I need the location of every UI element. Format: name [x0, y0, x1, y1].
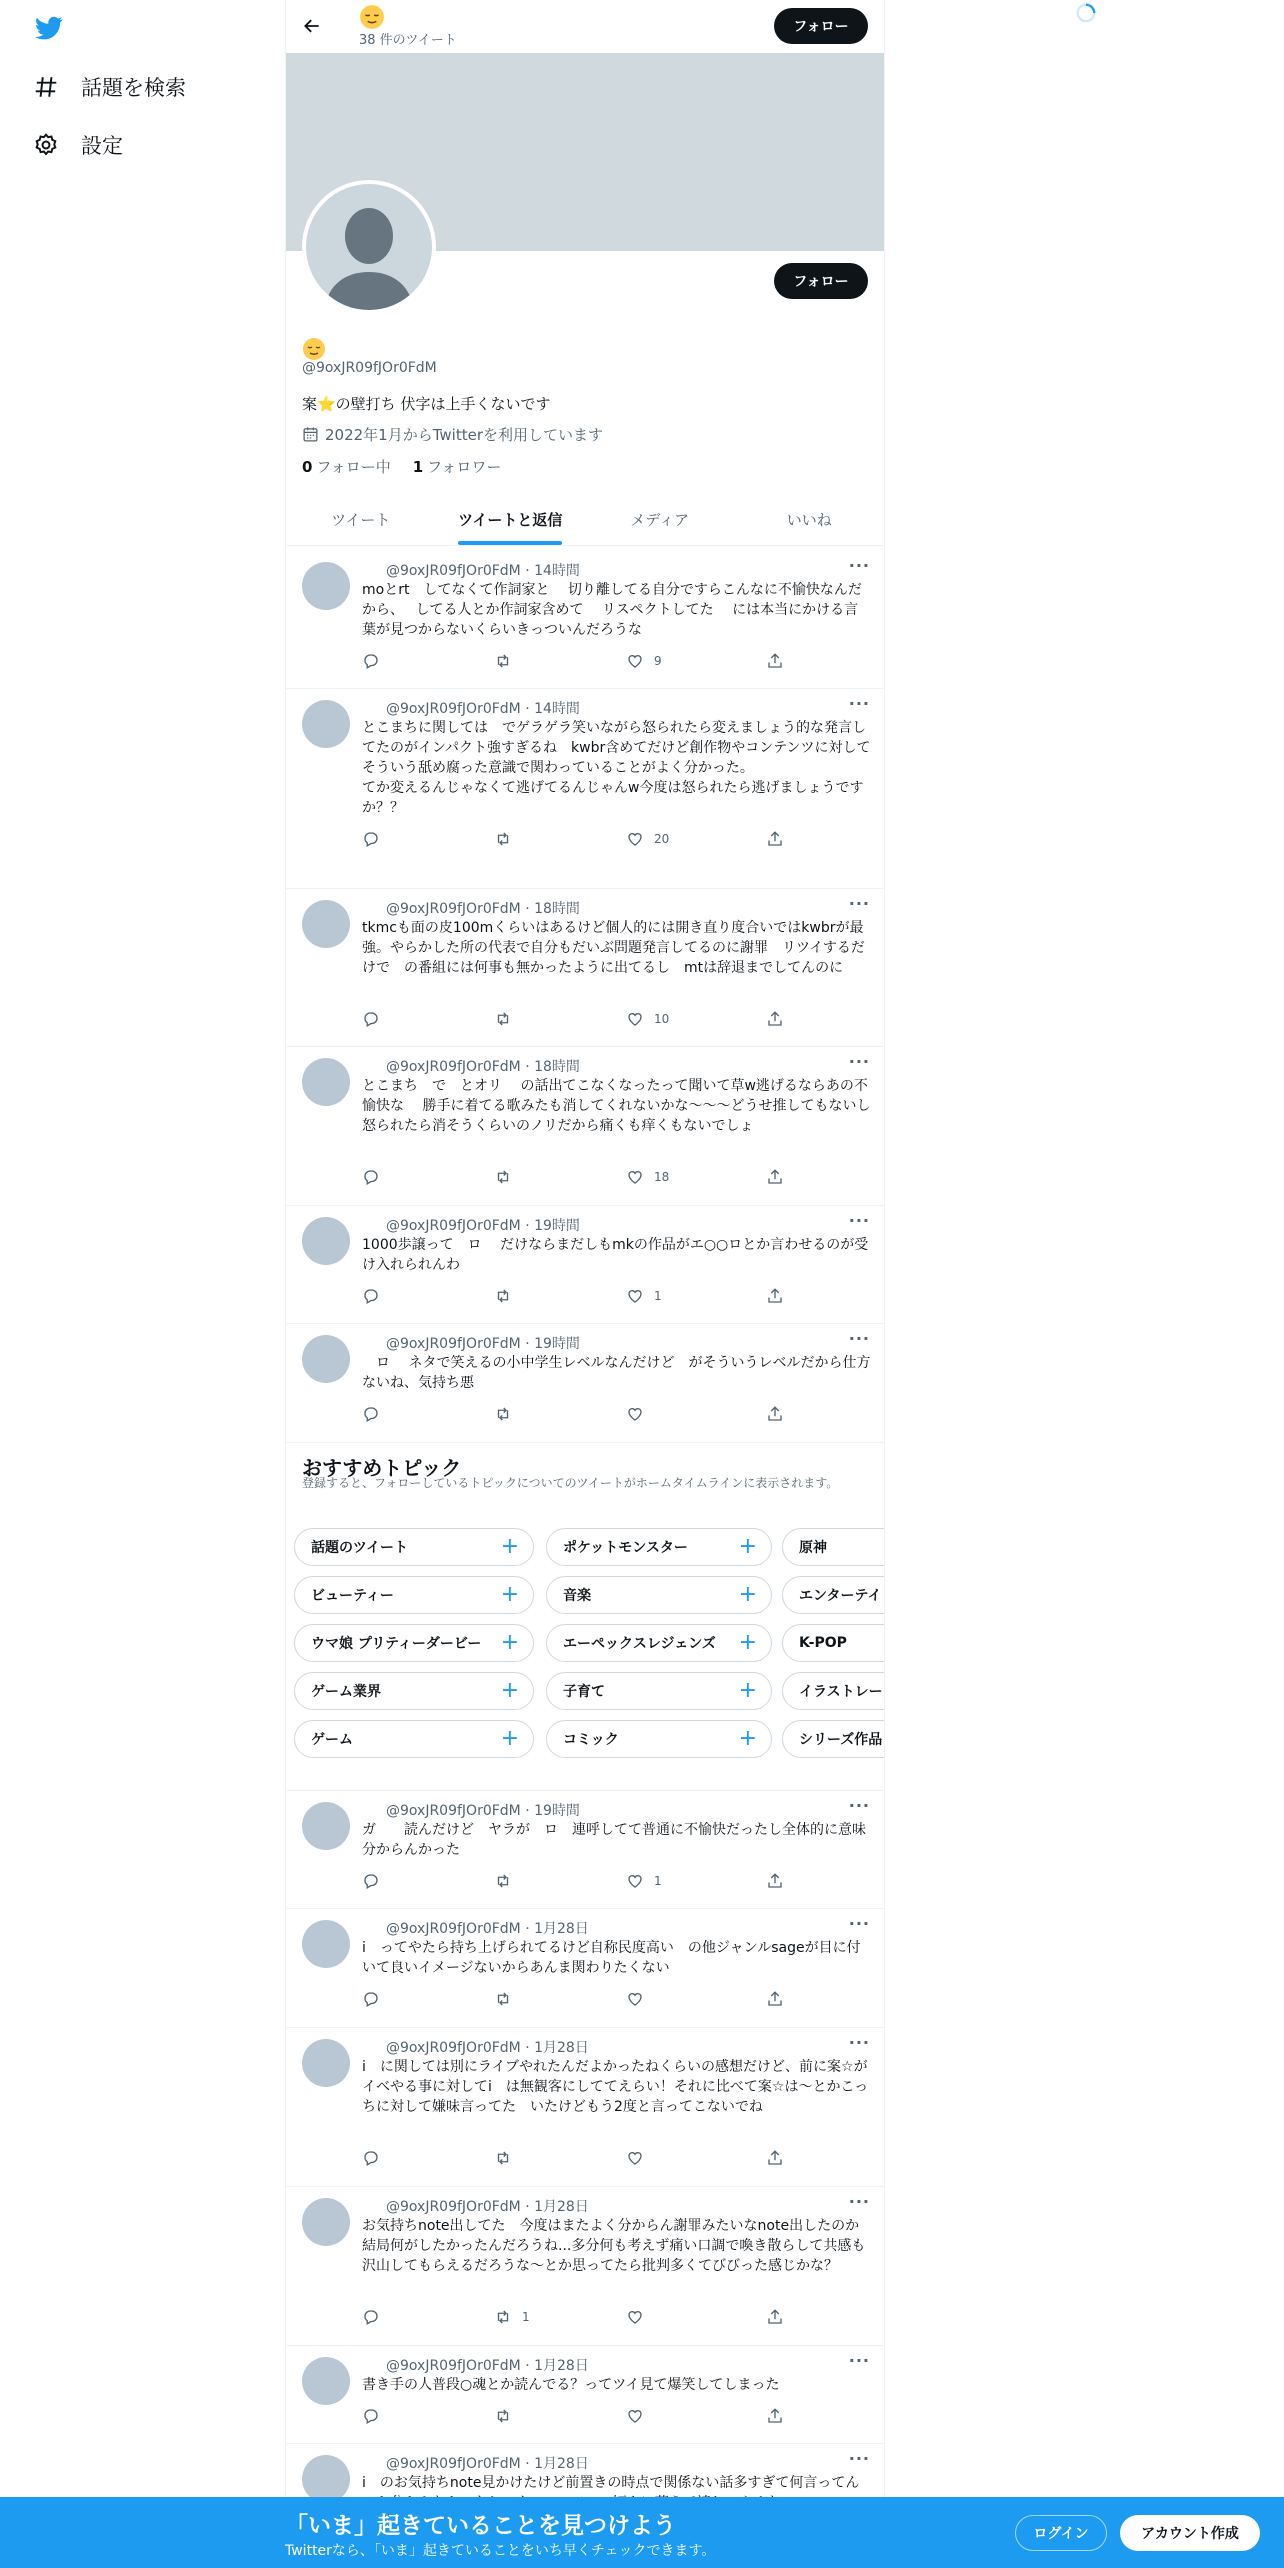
avatar[interactable]: [302, 2198, 350, 2246]
avatar[interactable]: [302, 2455, 350, 2503]
reply-button[interactable]: [362, 2149, 380, 2167]
tweet-text: ガ 読んだけど ヤラが ロ 連呼してて普通に不愉快だったし全体的に意味分からんかった: [362, 1822, 866, 1858]
more-options-icon[interactable]: ···: [848, 1914, 870, 1933]
reply-icon: [362, 2407, 380, 2425]
reply-icon: [362, 830, 380, 848]
avatar[interactable]: [302, 2357, 350, 2405]
retweet-icon: [494, 1287, 512, 1305]
joined-date: 2022年1月からTwitterを利用しています: [325, 426, 603, 444]
plus-icon[interactable]: +: [738, 1534, 757, 1559]
like-count: 20: [654, 832, 670, 846]
relieved-face-emoji-icon: [302, 337, 326, 361]
share-icon: [766, 1872, 784, 1890]
like-button[interactable]: [626, 1287, 662, 1305]
tweet-text: i のお気持ちnote見かけたけど前置きの時点で関係ない話多すぎて何言ってん: [362, 2475, 860, 2491]
tweet[interactable]: [286, 1790, 884, 1909]
avatar[interactable]: [302, 2039, 350, 2087]
like-button[interactable]: [626, 2308, 654, 2326]
sidebar-item-settings[interactable]: [33, 130, 123, 160]
tweet-actions: [362, 1990, 792, 2012]
tweet-meta: @9oxJR09fJOr0FdM · 19時間: [386, 1336, 580, 1352]
like-button[interactable]: [626, 2149, 654, 2167]
tweet[interactable]: [286, 688, 884, 889]
topic-chip[interactable]: [294, 1672, 534, 1710]
topic-label: コミック: [563, 1732, 619, 1748]
like-count: 10: [654, 1012, 670, 1026]
topic-chip[interactable]: [294, 1720, 534, 1758]
plus-icon[interactable]: +: [738, 1630, 757, 1655]
tweet[interactable]: [286, 2345, 884, 2444]
retweet-icon: [494, 1990, 512, 2008]
more-options-icon[interactable]: ···: [848, 1211, 870, 1230]
share-icon: [766, 2407, 784, 2425]
reply-icon: [362, 2149, 380, 2167]
like-count: 1: [654, 1289, 662, 1303]
topics-subtitle: 登録すると、フォローしているトピックについてのツイートがホームタイムラインに表示されます。: [302, 1476, 839, 1490]
plus-icon[interactable]: +: [500, 1534, 519, 1559]
like-count: 1: [654, 1874, 662, 1888]
arrow-left-icon: [302, 16, 322, 36]
share-button[interactable]: [766, 1287, 784, 1305]
avatar[interactable]: [302, 1802, 350, 1850]
topic-chip[interactable]: [782, 1672, 884, 1710]
like-button[interactable]: [626, 652, 662, 670]
reply-icon: [362, 1168, 380, 1186]
topic-label: 音楽: [563, 1588, 591, 1604]
topic-chip[interactable]: [294, 1576, 534, 1614]
more-options-icon[interactable]: ···: [848, 1052, 870, 1071]
like-button[interactable]: [626, 1010, 669, 1028]
topic-chip[interactable]: [294, 1624, 534, 1662]
retweet-button[interactable]: [494, 1010, 522, 1028]
banner-subtitle: Twitterなら、「いま」起きていることをいち早くチェックできます。: [285, 2543, 716, 2559]
reply-icon: [362, 1010, 380, 1028]
heart-icon: [626, 2407, 644, 2425]
topic-label: シリーズ作品: [799, 1732, 883, 1748]
avatar[interactable]: [302, 1335, 350, 1383]
more-options-icon[interactable]: ···: [848, 894, 870, 913]
share-icon: [766, 1287, 784, 1305]
like-button[interactable]: [626, 2407, 654, 2425]
topic-label: ゲーム: [311, 1732, 353, 1748]
tweet-actions: [362, 2149, 792, 2171]
tweet-text: tkmcも面の皮100mくらいはあるけど個人的には開き直り度合いではkwbrが最強。やらかした所の代表で自分もだいぶ問題発言してるのに謝罪 リツイするだけで の番組には何事も無かったように出てるし mtは辞退までしてんのに: [362, 920, 865, 976]
left-sidebar: [0, 0, 285, 2568]
tweet[interactable]: [286, 1046, 884, 1206]
profile-bio: 案⭐の壁打ち 伏字は上手くないです: [302, 395, 551, 413]
relieved-face-emoji-icon: [359, 4, 385, 30]
sidebar-item-label: 設定: [81, 134, 123, 158]
share-button[interactable]: [766, 652, 784, 670]
tweet-actions: [362, 2407, 792, 2429]
profile-joined: [302, 424, 603, 445]
login-button[interactable]: ログイン: [1015, 2515, 1107, 2551]
retweet-icon: [494, 2407, 512, 2425]
reply-icon: [362, 2308, 380, 2326]
tweet-text: i ってやたら持ち上げられてるけど自称民度高い の他ジャンルsageが目に付いて良いイメージないからあんま関わりたくない: [362, 1940, 861, 1976]
tweet-text: お気持ちnote出してた 今度はまたよく分からん謝罪みたいなnote出したのか 結局何がしたかったんだろうね...多分何も考えず痛い口調で喚き散らして共感も沢山してもらえるだろうな〜とか思ってたら批判多くてびびった感じかな？: [362, 2218, 874, 2274]
reply-button[interactable]: [362, 1168, 380, 1186]
tweet[interactable]: [286, 1323, 884, 1443]
retweet-icon: [494, 1168, 512, 1186]
retweet-icon: [494, 2149, 512, 2167]
profile-header: [286, 0, 884, 53]
profile-avatar[interactable]: [302, 180, 436, 314]
heart-icon: [626, 1872, 644, 1890]
retweet-icon: [494, 1010, 512, 1028]
retweet-button[interactable]: [494, 652, 522, 670]
retweet-button[interactable]: [494, 1287, 522, 1305]
topics-title: おすすめトピック: [302, 1456, 462, 1480]
topic-label: K-POP: [799, 1635, 847, 1651]
retweet-icon: [494, 652, 512, 670]
share-button[interactable]: [766, 1405, 784, 1423]
reply-button[interactable]: [362, 1405, 380, 1423]
reply-icon: [362, 1990, 380, 2008]
plus-icon[interactable]: +: [738, 1582, 757, 1607]
topic-chip[interactable]: [294, 1528, 534, 1566]
tweet[interactable]: [286, 1908, 884, 2028]
reply-button[interactable]: [362, 830, 380, 848]
topic-label: ポケットモンスター: [563, 1540, 688, 1556]
share-icon: [766, 1990, 784, 2008]
topic-label: ウマ娘 プリティーダービー: [311, 1636, 482, 1652]
share-button[interactable]: [766, 2149, 784, 2167]
topic-chip[interactable]: [546, 1528, 772, 1566]
share-button[interactable]: [766, 1168, 784, 1186]
share-icon: [766, 1010, 784, 1028]
default-avatar-icon: [306, 184, 432, 310]
share-button[interactable]: [766, 830, 784, 848]
sidebar-item-label: 話題を検索: [81, 76, 186, 100]
more-options-icon[interactable]: ···: [848, 1796, 870, 1815]
retweet-icon: [494, 1872, 512, 1890]
more-options-icon[interactable]: ···: [848, 2192, 870, 2211]
heart-icon: [626, 830, 644, 848]
like-button[interactable]: [626, 1872, 662, 1890]
plus-icon[interactable]: +: [500, 1582, 519, 1607]
topic-chip[interactable]: [782, 1624, 884, 1662]
tab-tweets[interactable]: ツイート: [331, 510, 391, 529]
follow-stats: [302, 456, 501, 477]
share-icon: [766, 1405, 784, 1423]
plus-icon[interactable]: +: [500, 1726, 519, 1751]
tweet-meta: @9oxJR09fJOr0FdM · 1月28日: [386, 2040, 589, 2056]
loading-spinner-icon: [1075, 2, 1097, 24]
avatar[interactable]: [302, 1058, 350, 1106]
tweet-meta: @9oxJR09fJOr0FdM · 1月28日: [386, 2199, 589, 2215]
recommended-topics: [286, 1442, 884, 1791]
tweet-meta: @9oxJR09fJOr0FdM · 18時間: [386, 901, 580, 917]
topic-label: 話題のツイート: [311, 1540, 409, 1556]
retweet-icon: [494, 1405, 512, 1423]
reply-button[interactable]: [362, 1287, 380, 1305]
profile-handle: @9oxJR09fJOr0FdM: [302, 360, 437, 376]
tweet-actions: [362, 1168, 792, 1190]
signup-button[interactable]: アカウント作成: [1120, 2515, 1260, 2551]
heart-icon: [626, 1168, 644, 1186]
reply-button[interactable]: [362, 2407, 380, 2425]
reply-icon: [362, 652, 380, 670]
tweet-actions: [362, 1287, 792, 1309]
avatar[interactable]: [302, 1920, 350, 1968]
like-button[interactable]: [626, 1990, 654, 2008]
reply-button[interactable]: [362, 652, 380, 670]
tweet-meta: @9oxJR09fJOr0FdM · 19時間: [386, 1218, 580, 1234]
heart-icon: [626, 2308, 644, 2326]
plus-icon[interactable]: +: [500, 1678, 519, 1703]
like-button[interactable]: [626, 1168, 669, 1186]
followers-link[interactable]: 1 フォロワー: [412, 458, 502, 476]
banner-title: 「いま」起きていることを見つけよう: [285, 2513, 676, 2539]
heart-icon: [626, 2149, 644, 2167]
tweet-text: 書き手の人普段○魂とか読んでる？ってツイ見て爆笑してしまった: [362, 2377, 780, 2393]
topic-chip[interactable]: [546, 1576, 772, 1614]
tweet-actions: [362, 1872, 792, 1894]
retweet-button[interactable]: [494, 2308, 530, 2326]
topic-chip[interactable]: [546, 1624, 772, 1662]
tweet-meta: @9oxJR09fJOr0FdM · 14時間: [386, 701, 580, 717]
profile-column: [285, 0, 885, 2568]
more-options-icon[interactable]: ···: [848, 2449, 870, 2468]
retweet-button[interactable]: [494, 1405, 522, 1423]
tab-likes[interactable]: いいね: [786, 510, 832, 529]
more-options-icon[interactable]: ···: [848, 2351, 870, 2370]
tweet-text: 1000歩譲って ロ だけならまだしもmkの作品がエ○○ロとか言わせるのが受け入れられんわ: [362, 1237, 869, 1273]
heart-icon: [626, 1405, 644, 1423]
signup-banner: [0, 2497, 1284, 2568]
heart-icon: [626, 652, 644, 670]
more-options-icon[interactable]: ···: [848, 694, 870, 713]
tweet-text: ロ ネタで笑えるの小中学生レベルなんだけど がそういうレベルだから仕方ないね、気持ち悪: [362, 1355, 871, 1391]
share-icon: [766, 830, 784, 848]
like-button[interactable]: [626, 1405, 654, 1423]
topic-chip[interactable]: [546, 1672, 772, 1710]
tweet-meta: @9oxJR09fJOr0FdM · 19時間: [386, 1803, 580, 1819]
reply-button[interactable]: [362, 1010, 380, 1028]
tweet[interactable]: [286, 550, 884, 689]
share-button[interactable]: [766, 2407, 784, 2425]
topic-label: ゲーム業界: [311, 1684, 381, 1700]
topic-chip[interactable]: [782, 1720, 884, 1758]
avatar[interactable]: [302, 562, 350, 610]
share-icon: [766, 1168, 784, 1186]
twitter-logo-icon[interactable]: [33, 14, 65, 42]
reply-icon: [362, 1287, 380, 1305]
tweet-actions: [362, 652, 792, 674]
topic-label: ビューティー: [311, 1588, 394, 1604]
gear-icon: [33, 132, 59, 158]
retweet-button[interactable]: [494, 1990, 522, 2008]
profile-tabs: [286, 493, 884, 546]
share-icon: [766, 2149, 784, 2167]
reply-button[interactable]: [362, 1990, 380, 2008]
more-options-icon[interactable]: ···: [848, 556, 870, 575]
like-button[interactable]: [626, 830, 669, 848]
tweet-actions: [362, 1010, 792, 1032]
tweet-count: 38 件のツイート: [359, 33, 457, 48]
header-follow-button[interactable]: フォロー: [774, 8, 868, 44]
topic-chip[interactable]: [546, 1720, 772, 1758]
retweet-icon: [494, 830, 512, 848]
calendar-icon: [302, 426, 319, 443]
reply-icon: [362, 1405, 380, 1423]
share-button[interactable]: [766, 2308, 784, 2326]
tweet-meta: @9oxJR09fJOr0FdM · 1月28日: [386, 2456, 589, 2472]
back-button[interactable]: [298, 12, 326, 40]
plus-icon[interactable]: +: [738, 1678, 757, 1703]
tweet-text: moとrt してなくて作詞家と 切り離してる自分ですらこんなに不愉快なんだから、 してる人とか作詞家含めて リスペクトしてた には本当にかける言葉が見つからないくらいきっついんだろうな: [362, 582, 862, 638]
sidebar-item-explore[interactable]: [33, 72, 186, 102]
tab-media[interactable]: メディア: [630, 510, 690, 529]
tweet-actions: [362, 2308, 792, 2330]
retweet-button[interactable]: [494, 1872, 522, 1890]
retweet-icon: [494, 2308, 512, 2326]
reply-button[interactable]: [362, 2308, 380, 2326]
like-count: 9: [654, 654, 662, 668]
avatar[interactable]: [302, 700, 350, 748]
tweet[interactable]: [286, 1205, 884, 1324]
more-options-icon[interactable]: ···: [848, 2033, 870, 2052]
topic-label: エンターテイ: [799, 1588, 882, 1604]
tweet[interactable]: [286, 2027, 884, 2187]
share-button[interactable]: [766, 1872, 784, 1890]
profile-follow-button[interactable]: フォロー: [774, 263, 868, 299]
topic-label: イラストレー: [799, 1684, 883, 1700]
topic-chip[interactable]: [782, 1528, 884, 1566]
more-options-icon[interactable]: ···: [848, 1329, 870, 1348]
share-button[interactable]: [766, 1990, 784, 2008]
topic-label: 原神: [799, 1540, 827, 1556]
share-button[interactable]: [766, 1010, 784, 1028]
tweet-text: とこまちに関しては でゲラゲラ笑いながら怒られたら変えましょう的な発言してたのがインパクト強すぎるね kwbr含めてだけど創作物やコンテンツに対してそういう舐め腐った意識で関わっていることがよく分かった。 てか変えるんじゃなくて逃げてるんじゃんw今度は怒られたら逃げましょうですか？？: [362, 720, 871, 816]
tweet[interactable]: [286, 888, 884, 1047]
retweet-count: 1: [522, 2310, 530, 2324]
retweet-button[interactable]: [494, 1168, 522, 1186]
topic-label: 子育て: [563, 1684, 605, 1700]
tweet[interactable]: [286, 2186, 884, 2346]
heart-icon: [626, 1990, 644, 2008]
topic-label: エーペックスレジェンズ: [563, 1636, 716, 1652]
avatar[interactable]: [302, 1217, 350, 1265]
retweet-button[interactable]: [494, 2149, 522, 2167]
tweet-text: とこまち で とオリ の話出てこなくなったって聞いて草w逃げるならあの不愉快な 勝手に着てる歌みたも消してくれないかな〜〜〜どうせ推してもないし怒られたら消そうくらいのノリだから痛くも痒くもないでしょ: [362, 1078, 871, 1134]
following-link[interactable]: 0 フォロー中: [302, 458, 391, 476]
share-icon: [766, 2308, 784, 2326]
heart-icon: [626, 1010, 644, 1028]
plus-icon[interactable]: +: [500, 1630, 519, 1655]
hashtag-icon: [33, 74, 59, 100]
tweet-actions: [362, 1405, 792, 1427]
heart-icon: [626, 1287, 644, 1305]
reply-icon: [362, 1872, 380, 1890]
plus-icon[interactable]: +: [738, 1726, 757, 1751]
tweet-actions: [362, 830, 792, 852]
topic-chip[interactable]: [782, 1576, 884, 1614]
tweet-meta: @9oxJR09fJOr0FdM · 14時間: [386, 563, 580, 579]
reply-button[interactable]: [362, 1872, 380, 1890]
tab-tweets-and-replies[interactable]: ツイートと返信: [436, 493, 586, 545]
avatar[interactable]: [302, 900, 350, 948]
tweet-meta: @9oxJR09fJOr0FdM · 18時間: [386, 1059, 580, 1075]
like-count: 18: [654, 1170, 670, 1184]
tweet-meta: @9oxJR09fJOr0FdM · 1月28日: [386, 2358, 589, 2374]
tweet-text: i に関しては別にライブやれたんだよかったねくらいの感想だけど、前に案☆がイベやる事に対してi は無観客にしててえらい！それに比べて案☆は〜とかこっちに対して嫌味言ってた いたけどもう2度と言ってこないでね: [362, 2059, 869, 2115]
retweet-button[interactable]: [494, 2407, 522, 2425]
share-icon: [766, 652, 784, 670]
tweet-meta: @9oxJR09fJOr0FdM · 1月28日: [386, 1921, 589, 1937]
retweet-button[interactable]: [494, 830, 522, 848]
